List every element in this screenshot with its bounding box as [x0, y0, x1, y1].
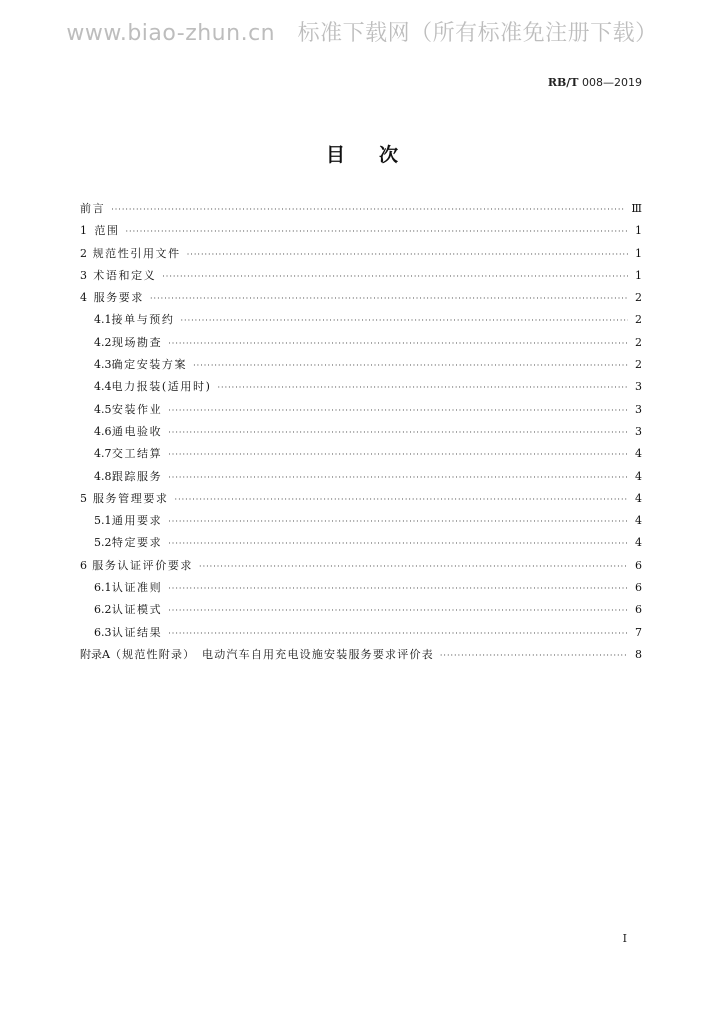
- toc-leader-dots: [162, 266, 628, 288]
- toc-entry-annex-a[interactable]: [80, 644, 642, 666]
- toc-leader-dots: [126, 221, 628, 243]
- toc-leader-dots: [193, 355, 628, 377]
- toc-entry-page: 3: [635, 424, 642, 438]
- toc-entry-4-1[interactable]: [80, 309, 642, 331]
- toc-entry-page: 2: [635, 313, 642, 327]
- toc-entry-1[interactable]: [80, 220, 642, 242]
- toc-entry-page: 6: [635, 581, 642, 595]
- toc-entry-label: 交工结算: [111, 447, 163, 461]
- toc-entry-number: 4.7: [94, 447, 112, 461]
- toc-entry-page: 4: [635, 491, 642, 505]
- toc-leader-dots: [168, 511, 628, 533]
- toc-entry-page: 4: [635, 514, 642, 528]
- toc-entry-number: 4.4: [94, 380, 112, 394]
- toc-entry-number: 4.2: [94, 335, 112, 349]
- toc-leader-dots: [168, 533, 628, 555]
- toc-entry-number: 5.1: [94, 514, 112, 528]
- toc-entry-number: 1: [80, 224, 87, 238]
- document-code: [548, 76, 642, 89]
- toc-entry-label: 术语和定义: [93, 268, 157, 282]
- toc-entry-page: 8: [635, 647, 642, 661]
- toc-entry-5[interactable]: [80, 488, 642, 510]
- toc-entry-page: 2: [635, 358, 642, 372]
- toc-entry-number: 附录A: [80, 647, 110, 661]
- toc-entry-page: 1: [635, 246, 642, 260]
- toc-entry-page: 7: [635, 625, 642, 639]
- toc-entry-number: 4.5: [94, 402, 112, 416]
- toc-entry-label: 认证准则: [111, 581, 163, 595]
- watermark: www.biao-zhun.cn 标准下载网（所有标准免注册下载）: [66, 21, 658, 46]
- toc-entry-number: 6.3: [94, 625, 112, 639]
- toc-entry-label: 前言: [80, 202, 106, 215]
- toc-entry-label: 特定要求: [111, 536, 163, 550]
- toc-entry-label: 认证结果: [111, 625, 163, 639]
- toc-leader-dots: [168, 578, 628, 600]
- toc-leader-dots: [168, 623, 628, 645]
- toc-leader-dots: [150, 288, 628, 310]
- toc-entry-label: 通用要求: [111, 514, 163, 528]
- toc-entry-label: 服务管理要求: [92, 491, 169, 505]
- doc-code-prefix: RB/T: [547, 76, 579, 89]
- toc-entry-label: 现场勘查: [111, 335, 163, 349]
- toc-entry-label: 确定安装方案: [111, 358, 188, 372]
- toc-entry-3[interactable]: [80, 265, 642, 287]
- toc-entry-page: 6: [635, 603, 642, 617]
- toc-entry-6-1[interactable]: [80, 577, 642, 599]
- toc-entry-number: 4.6: [94, 424, 112, 438]
- toc-entry-number: 5: [80, 491, 87, 505]
- toc-entry-4-8[interactable]: [80, 466, 642, 488]
- toc-leader-dots: [217, 377, 628, 399]
- toc-entry-label: 通电验收: [111, 424, 163, 438]
- toc-entry-page: 2: [635, 335, 642, 349]
- toc-entry-number: 3: [80, 268, 87, 282]
- toc-entry-2[interactable]: [80, 243, 642, 265]
- toc-entry-label: 规范性引用文件: [92, 246, 181, 260]
- toc-leader-dots: [187, 244, 628, 266]
- toc-entry-4-5[interactable]: [80, 399, 642, 421]
- page-folio: Ⅰ: [622, 932, 627, 945]
- toc-entry-6-3[interactable]: [80, 622, 642, 644]
- toc-entry-6-2[interactable]: [80, 599, 642, 621]
- toc-leader-dots: [168, 467, 628, 489]
- toc-entry-number: 4.8: [94, 469, 112, 483]
- toc-entry-page: 6: [635, 558, 642, 572]
- toc-entry-4-6[interactable]: [80, 421, 642, 443]
- toc-leader-dots: [168, 333, 628, 355]
- toc-entry-number: 4.3: [94, 358, 112, 372]
- toc-leader-dots: [168, 444, 628, 466]
- toc-entry-label: 服务认证评价要求: [92, 558, 194, 572]
- toc-entry-number: 4.1: [94, 313, 112, 327]
- toc-entry-page: 3: [635, 380, 642, 394]
- toc-entry-page: 2: [635, 291, 642, 305]
- toc-entry-label: 服务要求: [93, 291, 145, 305]
- toc-entry-number: 6.1: [94, 581, 112, 595]
- toc-entry-label: 安装作业: [111, 402, 163, 416]
- toc-leader-dots: [199, 556, 628, 578]
- toc-leader-dots: [440, 645, 628, 667]
- toc-leader-dots: [168, 422, 628, 444]
- toc-entry-number: 6: [80, 558, 87, 572]
- toc-entry-label: 范围: [94, 224, 120, 238]
- toc-entry-page: Ⅲ: [631, 202, 642, 215]
- toc-entry-4-2[interactable]: [80, 332, 642, 354]
- toc-entry-4-3[interactable]: [80, 354, 642, 376]
- toc-leader-dots: [168, 600, 628, 622]
- toc-title: 目次: [325, 144, 432, 166]
- toc-entry-number: 5.2: [94, 536, 112, 550]
- toc-entry-number: 6.2: [94, 603, 112, 617]
- doc-code-number: 008—2019: [582, 76, 642, 89]
- toc-entry-4[interactable]: [80, 287, 642, 309]
- toc-entry-foreword[interactable]: [80, 198, 642, 220]
- toc-entry-5-1[interactable]: [80, 510, 642, 532]
- toc-entry-page: 4: [635, 447, 642, 461]
- toc-entry-label: 认证模式: [111, 603, 163, 617]
- toc-entry-label: 跟踪服务: [111, 469, 163, 483]
- toc-leader-dots: [175, 489, 628, 511]
- toc-entry-5-2[interactable]: [80, 532, 642, 554]
- toc-entry-page: 4: [635, 536, 642, 550]
- toc-entry-label: 电力报装(适用时): [111, 380, 212, 394]
- toc-entry-page: 1: [635, 224, 642, 238]
- toc-leader-dots: [181, 310, 629, 332]
- toc-leader-dots: [111, 199, 625, 221]
- toc-entry-number: 2: [80, 246, 87, 260]
- toc-entry-label: 接单与预约: [111, 313, 175, 327]
- toc-entry-4-7[interactable]: [80, 443, 642, 465]
- toc-entry-page: 4: [635, 469, 642, 483]
- toc-entry-page: 3: [635, 402, 642, 416]
- toc-entry-label: （规范性附录） 电动汽车自用充电设施安装服务要求评价表: [109, 647, 434, 661]
- toc-entry-page: 1: [635, 268, 642, 282]
- toc-entry-4-4[interactable]: [80, 376, 642, 398]
- toc-leader-dots: [168, 400, 628, 422]
- toc-entry-6[interactable]: [80, 555, 642, 577]
- toc-entry-number: 4: [80, 291, 87, 305]
- table-of-contents: [80, 198, 642, 666]
